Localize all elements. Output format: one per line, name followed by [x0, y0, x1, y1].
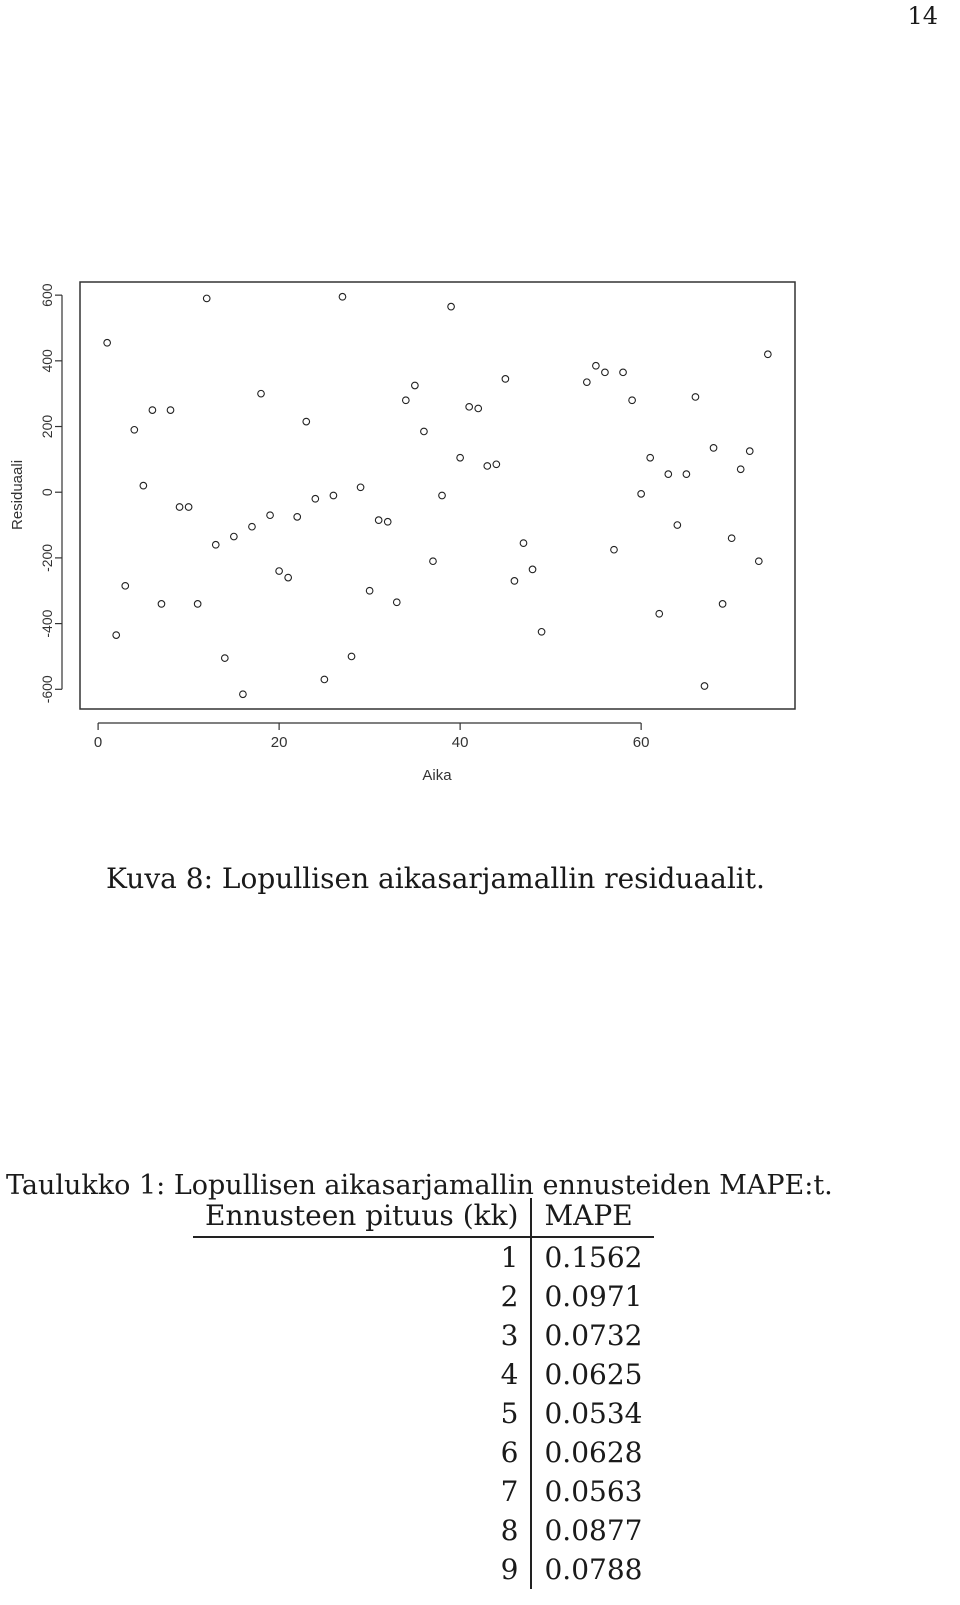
mape-cell: 0.0788: [544, 1553, 643, 1586]
data-point: [276, 568, 283, 575]
data-point: [620, 369, 627, 376]
data-point: [611, 546, 618, 553]
data-points: [104, 293, 771, 697]
data-point: [529, 566, 536, 573]
table-header-row: [193, 1198, 654, 1237]
mape-cell: 0.0877: [544, 1514, 643, 1547]
data-point: [131, 427, 138, 434]
data-point: [393, 599, 400, 606]
data-point: [303, 418, 310, 425]
data-point: [656, 610, 663, 617]
header-mape: MAPE: [531, 1198, 654, 1237]
data-point: [240, 691, 247, 698]
data-point: [457, 454, 464, 461]
data-point: [520, 540, 527, 547]
x-axis: [94, 723, 650, 751]
data-point: [692, 394, 699, 401]
forecast-length-cell: 4: [193, 1355, 531, 1394]
data-point: [203, 295, 210, 302]
data-point: [602, 369, 609, 376]
x-tick-label: 0: [93, 734, 103, 751]
table-row: [193, 1277, 654, 1316]
data-point: [339, 293, 346, 300]
table-row: [193, 1472, 654, 1511]
y-tick-label: 200: [39, 414, 55, 439]
x-tick-label: 40: [451, 734, 469, 751]
data-point: [484, 463, 491, 470]
data-point: [647, 454, 654, 461]
data-point: [421, 428, 428, 435]
data-point: [719, 601, 726, 608]
data-point: [312, 495, 319, 502]
mape-cell: 0.1562: [544, 1241, 643, 1274]
data-point: [638, 491, 645, 498]
table-row: [193, 1511, 654, 1550]
y-axis-label: Residuaali: [9, 459, 26, 531]
table-row: [193, 1550, 654, 1589]
residual-scatter-plot: [0, 275, 830, 815]
data-point: [140, 482, 147, 489]
table-row: [193, 1355, 654, 1394]
data-point: [538, 629, 545, 636]
data-point: [294, 514, 301, 521]
y-tick-label: 0: [39, 488, 55, 497]
y-tick-label: 600: [39, 283, 55, 307]
data-point: [366, 587, 373, 594]
y-axis: [39, 283, 62, 703]
data-point: [158, 601, 165, 608]
forecast-length-cell: 8: [193, 1511, 531, 1550]
data-point: [104, 339, 111, 346]
data-point: [357, 484, 364, 491]
data-point: [665, 471, 672, 478]
data-point: [231, 533, 238, 540]
y-tick-label: -600: [39, 675, 55, 704]
data-point: [710, 445, 717, 452]
data-point: [321, 676, 328, 683]
data-point: [629, 397, 636, 404]
table-row: [193, 1237, 654, 1277]
data-point: [737, 466, 744, 473]
data-point: [167, 407, 174, 414]
forecast-length-cell: 2: [193, 1277, 531, 1316]
data-point: [502, 376, 509, 383]
data-point: [448, 303, 455, 310]
data-point: [466, 404, 473, 411]
table-row: [193, 1433, 654, 1472]
data-point: [194, 601, 201, 608]
x-tick-label: 20: [270, 734, 288, 751]
forecast-length-cell: 3: [193, 1316, 531, 1355]
table-row: [193, 1316, 654, 1355]
forecast-length-cell: 9: [193, 1550, 531, 1589]
data-point: [584, 379, 591, 386]
data-point: [122, 583, 129, 590]
data-point: [185, 504, 192, 511]
mape-cell: 0.0628: [544, 1436, 643, 1469]
x-tick-label: 60: [632, 734, 650, 751]
forecast-length-cell: 5: [193, 1394, 531, 1433]
data-point: [412, 382, 419, 389]
page-number: 14: [907, 2, 938, 30]
data-point: [384, 518, 391, 525]
data-point: [674, 522, 681, 529]
y-tick-label: -400: [39, 609, 55, 638]
x-axis-label: Aika: [422, 767, 452, 784]
data-point: [475, 405, 482, 412]
forecast-length-cell: 1: [193, 1237, 531, 1277]
data-point: [511, 578, 518, 585]
mape-cell: 0.0563: [544, 1475, 643, 1508]
data-point: [285, 574, 292, 581]
y-tick-label: -200: [39, 543, 55, 572]
data-point: [176, 504, 183, 511]
data-point: [728, 535, 735, 542]
forecast-length-cell: 7: [193, 1472, 531, 1511]
data-point: [493, 461, 500, 468]
figure-caption: Kuva 8: Lopullisen aikasarjamallin residuaalit.: [106, 862, 765, 895]
table-row: [193, 1394, 654, 1433]
data-point: [403, 397, 410, 404]
y-tick-label: 400: [39, 349, 55, 373]
data-point: [439, 492, 446, 499]
plot-frame: [80, 282, 795, 709]
data-point: [212, 541, 219, 548]
data-point: [683, 471, 690, 478]
table-caption: Taulukko 1: Lopullisen aikasarjamallin ennusteiden MAPE:t.: [6, 1170, 833, 1201]
data-point: [701, 683, 708, 690]
mape-cell: 0.0534: [544, 1397, 643, 1430]
data-point: [267, 512, 274, 519]
data-point: [755, 558, 762, 565]
data-point: [593, 362, 600, 369]
data-point: [249, 523, 256, 530]
data-point: [258, 390, 265, 397]
data-point: [746, 448, 753, 455]
data-point: [375, 517, 382, 524]
mape-cell: 0.0732: [544, 1319, 643, 1352]
data-point: [222, 655, 229, 662]
mape-table: [193, 1198, 654, 1589]
data-point: [149, 407, 156, 414]
mape-cell: 0.0625: [544, 1358, 643, 1391]
forecast-length-cell: 6: [193, 1433, 531, 1472]
header-forecast-length: Ennusteen pituus (kk): [193, 1198, 531, 1237]
data-point: [430, 558, 437, 565]
data-point: [348, 653, 355, 660]
data-point: [765, 351, 772, 358]
mape-cell: 0.0971: [544, 1280, 643, 1313]
data-point: [330, 492, 337, 499]
data-point: [113, 632, 120, 639]
